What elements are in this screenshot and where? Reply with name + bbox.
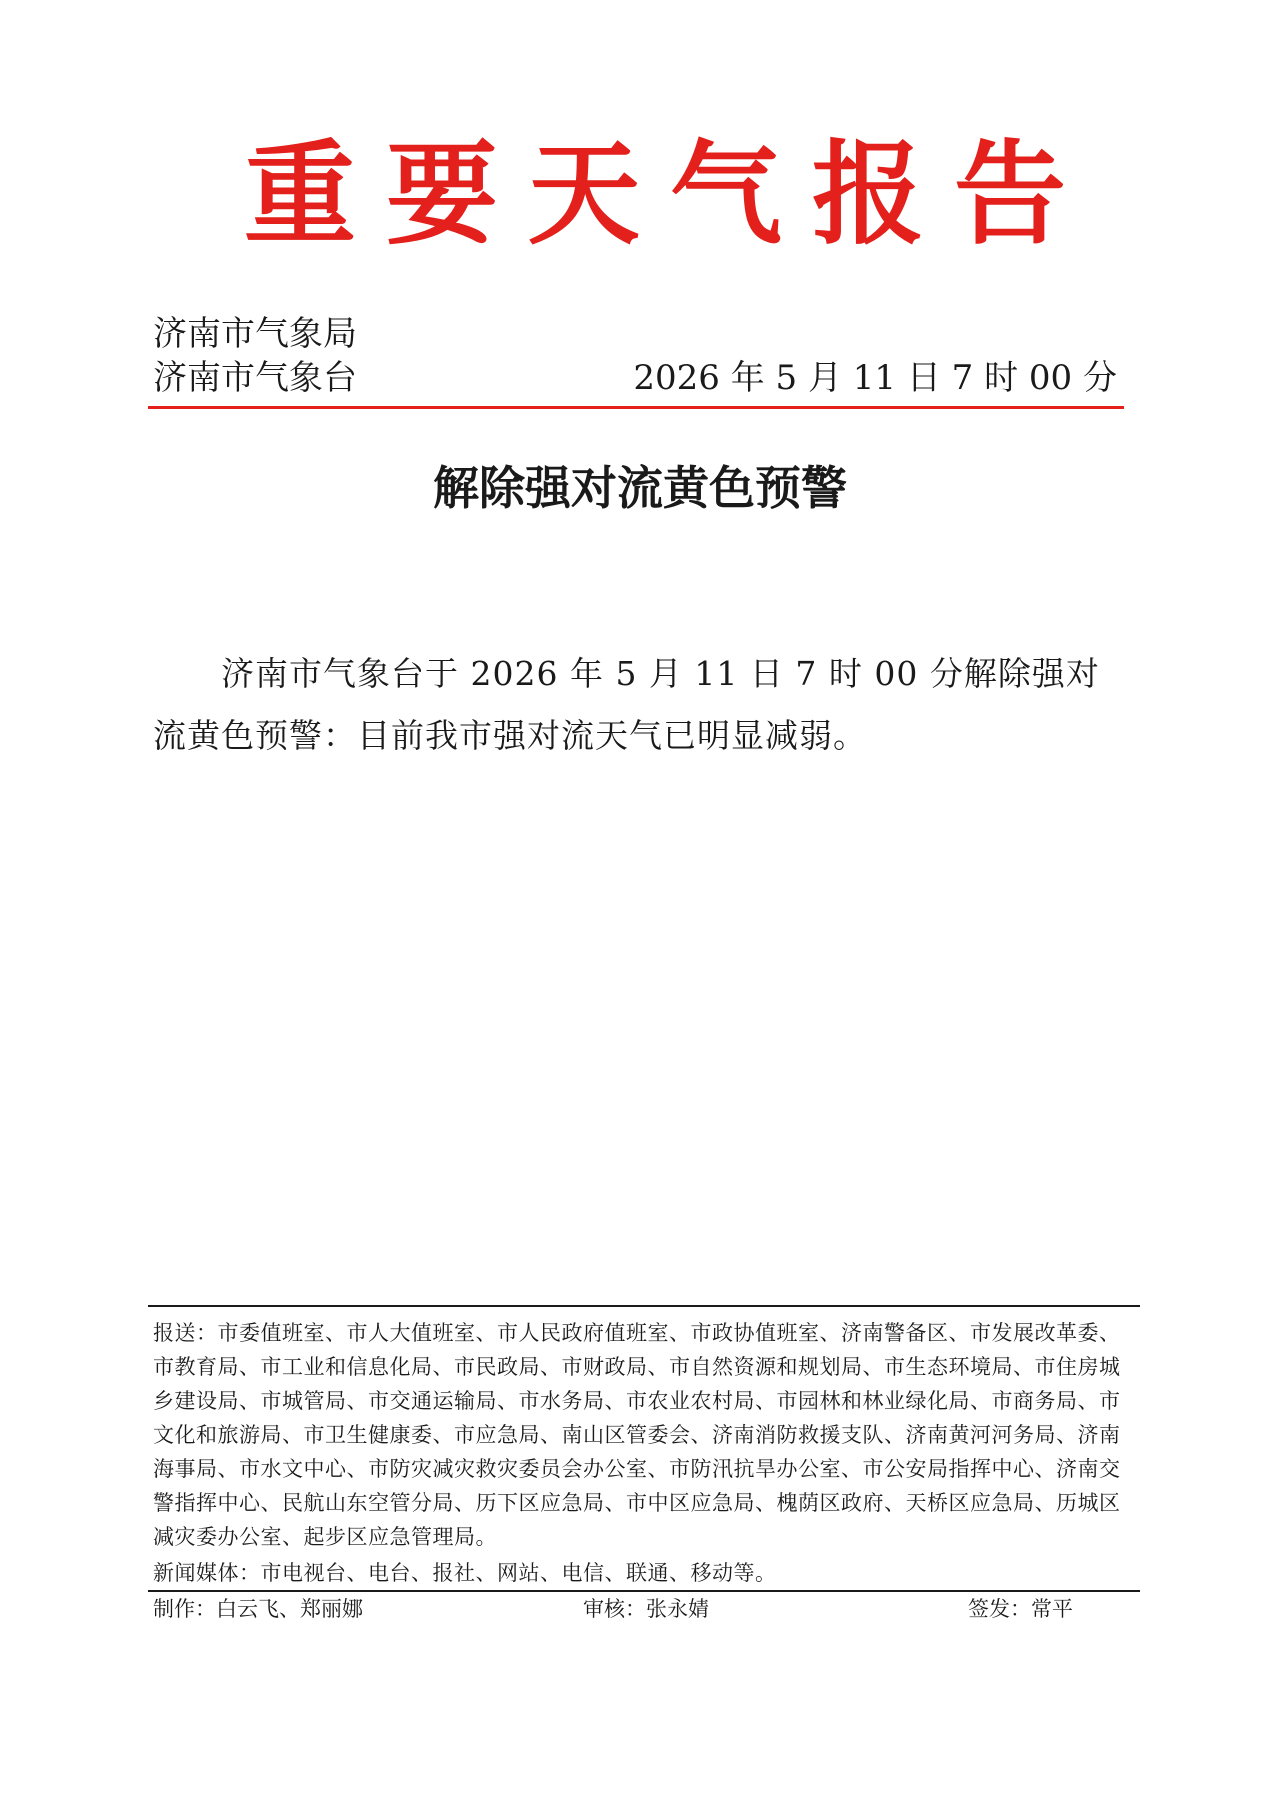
issuer-station: 济南市气象台 bbox=[153, 358, 357, 398]
header-red-divider bbox=[148, 406, 1124, 409]
media-list: 新闻媒体：市电视台、电台、报社、网站、电信、联通、移动等。 bbox=[153, 1561, 777, 1585]
approver-signature: 签发：常平 bbox=[968, 1597, 1073, 1621]
issue-time: 2026 年 5 月 11 日 7 时 00 分 bbox=[633, 358, 1117, 398]
warning-title: 解除强对流黄色预警 bbox=[433, 461, 847, 515]
warning-body: 济南市气象台于 2026 年 5 月 11 日 7 时 00 分解除强对流黄色预警：目前我市强对流天气已明显减弱。 bbox=[153, 654, 1100, 755]
distribution-list: 报送：市委值班室、市人大值班室、市人民政府值班室、市政协值班室、济南警备区、市发展改革委、市教育局、市工业和信息化局、市民政局、市财政局、市自然资源和规划局、市生态环境局、市住房城乡建设局、市城管局、市交通运输局、市水务局、市农业农村局、市园林和林业绿化局、市商务局、市文化和旅游局、市卫生健康委、市应急局、南山区管委会、济南消防救援支队、济南黄河河务局、济南海事局、市水文中心、市防灾减灾救灾委员会办公室、市防汛抗旱办公室、市公安局指挥中心、济南交警指挥中心、民航山东空管分局、历下区应急局、市中区应急局、槐荫区政府、天桥区应急局、历城区减灾委办公室、起步区应急管理局。 bbox=[153, 1321, 1121, 1549]
issuer-bureau: 济南市气象局 bbox=[153, 314, 357, 354]
report-banner-title: 重要天气报告 bbox=[244, 130, 1096, 260]
reviewer-signature: 审核：张永婧 bbox=[583, 1597, 709, 1621]
producer-signature: 制作：白云飞、郑丽娜 bbox=[153, 1597, 363, 1621]
footer-top-divider bbox=[148, 1305, 1140, 1307]
